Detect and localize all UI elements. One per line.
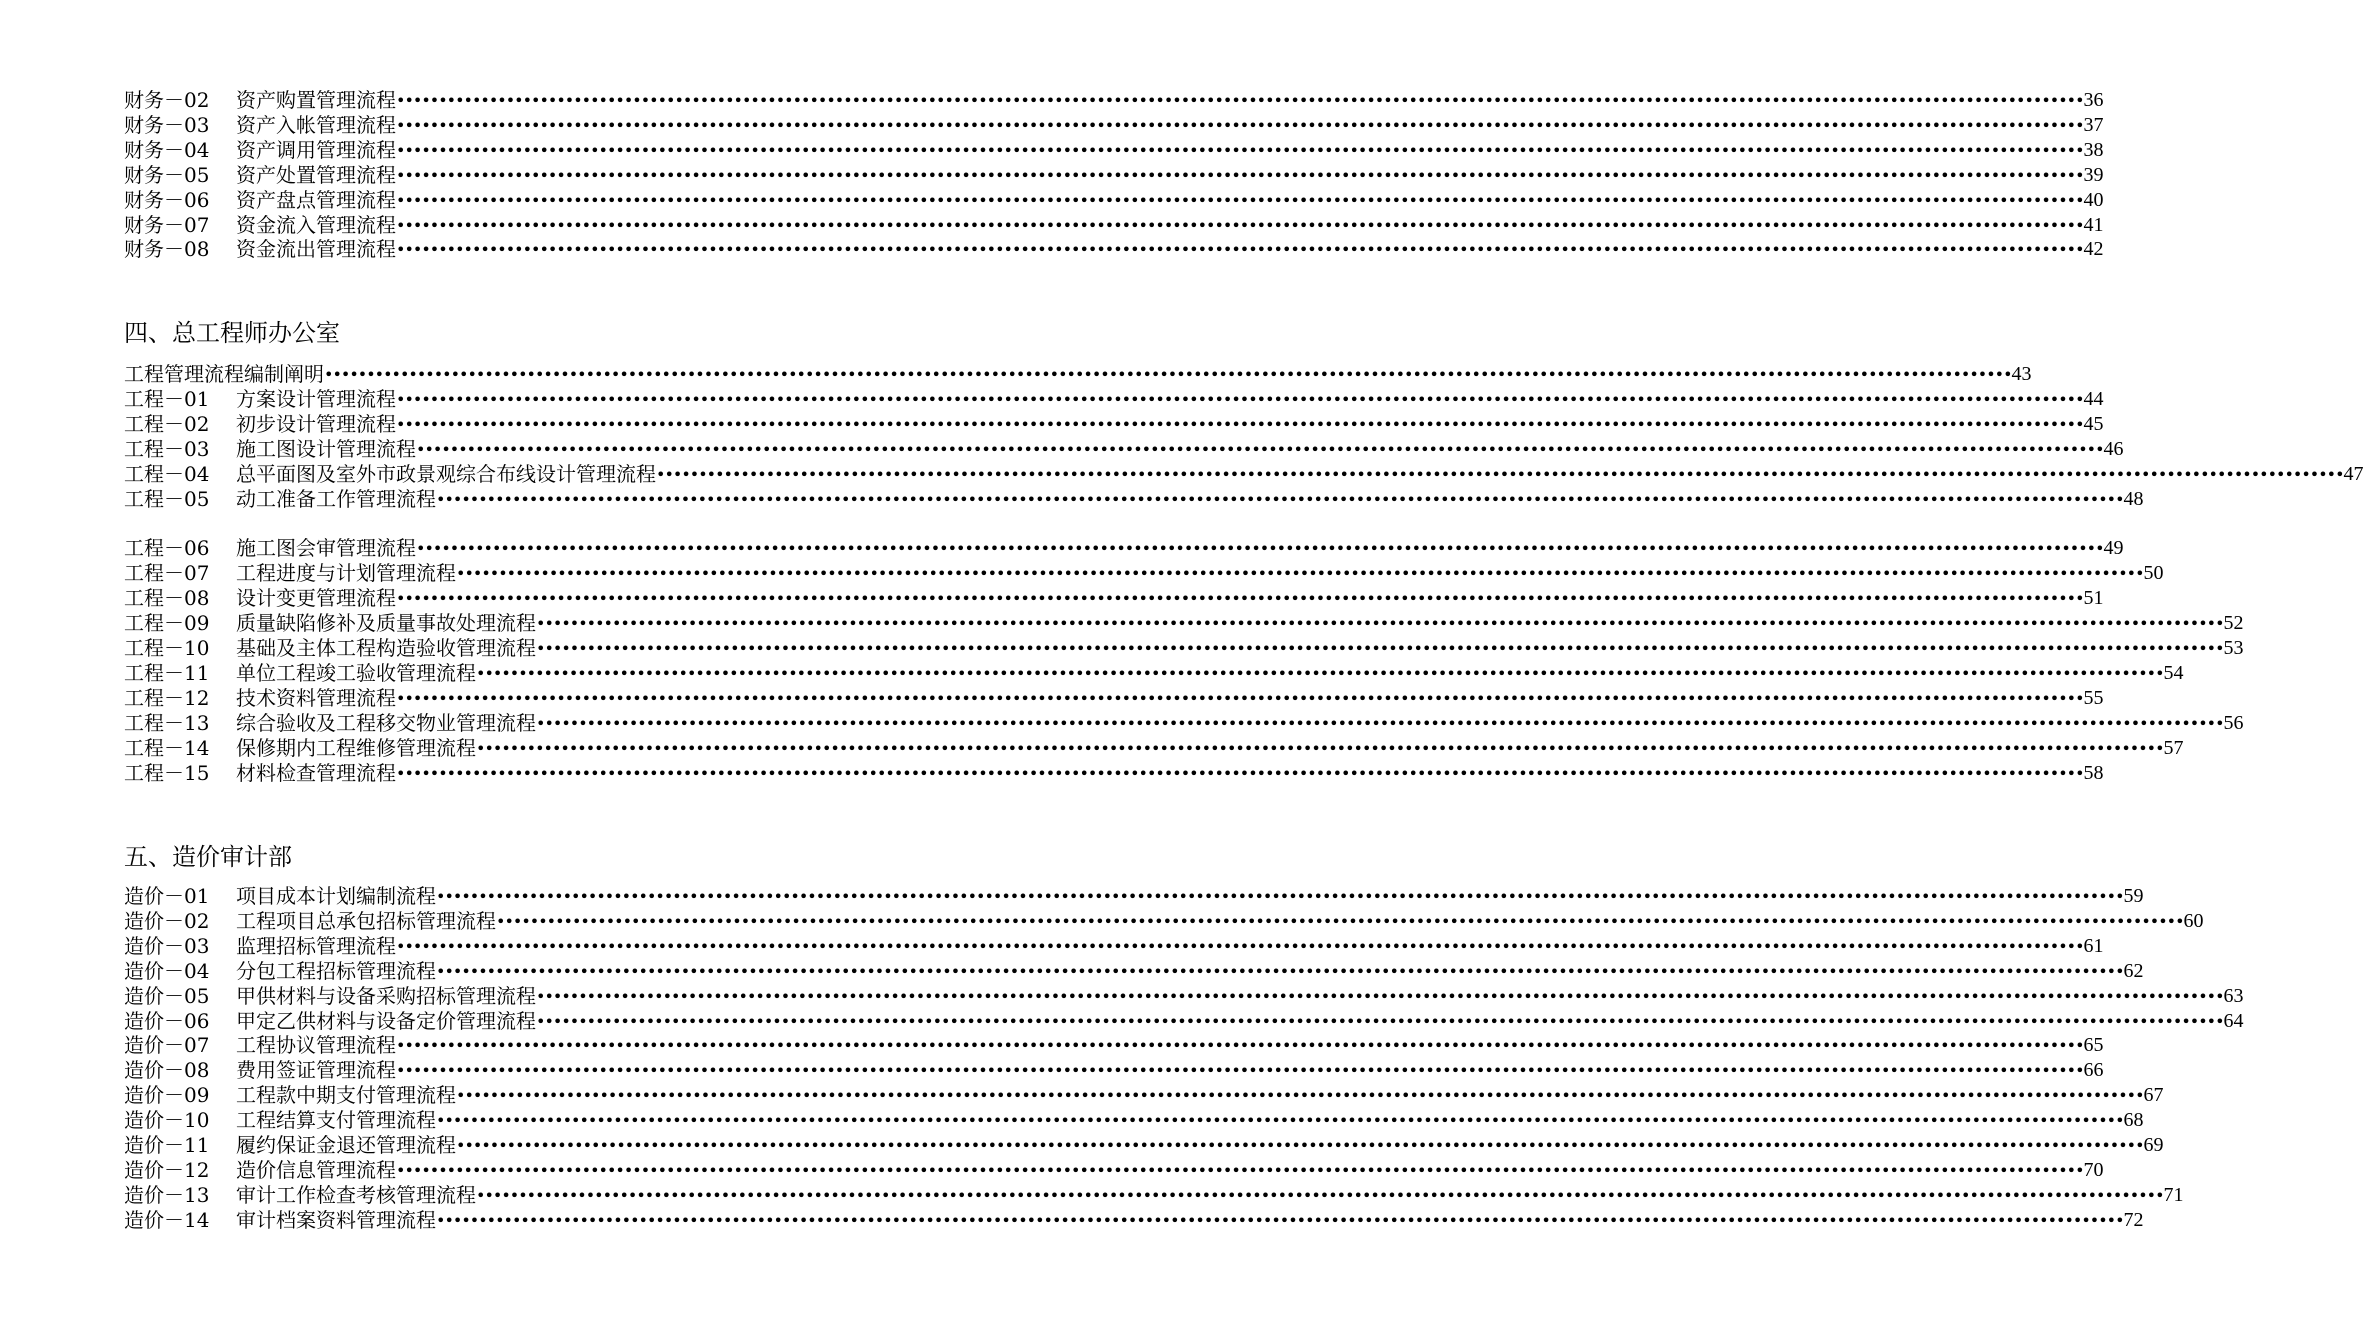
entry-code: 造价－08 xyxy=(124,1058,210,1083)
entry-title: 保修期内工程维修管理流程 xyxy=(236,735,476,760)
entry-page-number: 53 xyxy=(2223,637,2244,659)
entry-title: 甲定乙供材料与设备定价管理流程 xyxy=(236,1008,536,1033)
entry-title: 造价信息管理流程 xyxy=(236,1157,396,1182)
entry-page-number: 52 xyxy=(2223,612,2244,635)
entry-title: 动工准备工作管理流程 xyxy=(236,486,436,511)
entry-page-number: 54 xyxy=(2163,661,2184,684)
entry-code: 财务－02 xyxy=(124,88,210,112)
toc-entry[interactable] xyxy=(124,983,2244,1009)
entry-page-number: 57 xyxy=(2163,736,2184,759)
dot-leader: •••••••••••••••••••••••••••••••••••••••••••••••••••••••••••••••••••••••••••••••••••••••••••••••••••••••••••••••••••••••••••••••••••••••••••••••••••••••••••••••••••••••••••••••••••••••••••••••••••••••• xyxy=(436,887,2124,906)
dot-leader: •••••••••••••••••••••••••••••••••••••••••••••••••••••••••••••••••••••••••••••••••••••••••••••••••••••••••••••••••••••••••••••••••••••••••••••••••••••••••••••••••••••••••••••••••••••••••••••••••••••••• xyxy=(536,639,2224,658)
dot-leader: •••••••••••••••••••••••••••••••••••••••••••••••••••••••••••••••••••••••••••••••••••••••••••••••••••••••••••••••••••••••••••••••••••••••••••••••••••••••••••••••••••••••••••••••••••••••••••••••••••••••• xyxy=(456,1086,2144,1106)
entry-page-number: 61 xyxy=(2083,934,2104,957)
entry-page-number: 70 xyxy=(2083,1158,2104,1181)
toc-entry[interactable] xyxy=(124,411,2104,437)
entry-page-number: 45 xyxy=(2083,412,2104,435)
entry-page-number: 42 xyxy=(2083,238,2104,261)
entry-code: 造价－10 xyxy=(124,1108,210,1133)
entry-code: 造价－02 xyxy=(124,908,210,933)
dot-leader: •••••••••••••••••••••••••••••••••••••••••••••••••••••••••••••••••••••••••••••••••••••••••••••••••••••••••••••••••••••••••••••••••••••••••••••••••••••••••••••••••••••••••••••••••••••••••••••••••••••••• xyxy=(436,1210,2124,1230)
entry-title: 工程款中期支付管理流程 xyxy=(236,1083,456,1108)
toc-entry[interactable] xyxy=(124,611,2244,636)
toc-entry[interactable] xyxy=(124,685,2104,711)
entry-code: 工程－08 xyxy=(124,586,210,611)
toc-entry[interactable] xyxy=(124,88,2104,113)
entry-title: 工程管理流程编制阐明 xyxy=(124,362,324,386)
dot-leader: •••••••••••••••••••••••••••••••••••••••••••••••••••••••••••••••••••••••••••••••••••••••••••••••••••••••••••••••••••••••••••••••••••••••••••••••••••••••••••••••••••••••••••••••••••••••••••••••••••••••• xyxy=(396,389,2084,409)
entry-code: 财务－06 xyxy=(124,187,210,212)
entry-code: 工程－12 xyxy=(124,685,210,710)
entry-title: 资金流出管理流程 xyxy=(236,237,396,262)
entry-title: 施工图会审管理流程 xyxy=(236,536,416,561)
dot-leader: •••••••••••••••••••••••••••••••••••••••••••••••••••••••••••••••••••••••••••••••••••••••••••••••••••••••••••••••••••••••••••••••••••••••••••••••••••••••••••••••••••••••••••••••••••••••••••••••••••••••• xyxy=(436,489,2124,509)
dot-leader: •••••••••••••••••••••••••••••••••••••••••••••••••••••••••••••••••••••••••••••••••••••••••••••••••••••••••••••••••••••••••••••••••••••••••••••••••••••••••••••••••••••••••••••••••••••••••••••••••••••••• xyxy=(416,539,2104,559)
entry-page-number: 47 xyxy=(2343,462,2364,485)
entry-title: 资产购置管理流程 xyxy=(236,88,396,112)
toc-entry[interactable] xyxy=(124,933,2104,959)
entry-code: 造价－12 xyxy=(124,1157,210,1182)
entry-page-number: 72 xyxy=(2123,1208,2144,1231)
entry-title: 工程结算支付管理流程 xyxy=(236,1108,436,1133)
entry-page-number: 60 xyxy=(2183,909,2204,932)
entry-page-number: 65 xyxy=(2083,1034,2104,1057)
entry-title: 总平面图及室外市政景观综合布线设计管理流程 xyxy=(236,461,656,486)
entry-title: 基础及主体工程构造验收管理流程 xyxy=(236,636,536,660)
entry-page-number: 49 xyxy=(2103,537,2124,560)
dot-leader: •••••••••••••••••••••••••••••••••••••••••••••••••••••••••••••••••••••••••••••••••••••••••••••••••••••••••••••••••••••••••••••••••••••••••••••••••••••••••••••••••••••••••••••••••••••••••••••••••••••••• xyxy=(396,414,2084,434)
dot-leader: •••••••••••••••••••••••••••••••••••••••••••••••••••••••••••••••••••••••••••••••••••••••••••••••••••••••••••••••••••••••••••••••••••••••••••••••••••••••••••••••••••••••••••••••••••••••••••••••••••••••• xyxy=(396,589,2084,609)
entry-title: 资产调用管理流程 xyxy=(236,137,396,162)
entry-page-number: 66 xyxy=(2083,1059,2104,1082)
entry-title: 工程进度与计划管理流程 xyxy=(236,561,456,586)
section-heading: 五、造价审计部 xyxy=(124,843,292,871)
entry-code: 工程－06 xyxy=(124,536,210,561)
entry-code: 工程－02 xyxy=(124,411,210,436)
entry-title: 质量缺陷修补及质量事故处理流程 xyxy=(236,611,536,636)
entry-title: 设计变更管理流程 xyxy=(236,586,396,611)
toc-entry[interactable] xyxy=(124,735,2184,761)
toc-entry[interactable] xyxy=(124,212,2104,238)
entry-title: 施工图设计管理流程 xyxy=(236,436,416,461)
entry-page-number: 36 xyxy=(2083,89,2104,111)
toc-entry[interactable] xyxy=(124,908,2204,934)
dot-leader: •••••••••••••••••••••••••••••••••••••••••••••••••••••••••••••••••••••••••••••••••••••••••••••••••••••••••••••••••••••••••••••••••••••••••••••••••••••••••••••••••••••••••••••••••••••••••••••••••••••••• xyxy=(656,464,2344,484)
dot-leader: •••••••••••••••••••••••••••••••••••••••••••••••••••••••••••••••••••••••••••••••••••••••••••••••••••••••••••••••••••••••••••••••••••••••••••••••••••••••••••••••••••••••••••••••••••••••••••••••••••••••• xyxy=(476,1185,2164,1205)
toc-entry[interactable] xyxy=(124,536,2124,561)
toc-entry[interactable] xyxy=(124,760,2104,786)
entry-title: 综合验收及工程移交物业管理流程 xyxy=(236,710,536,735)
toc-entry[interactable] xyxy=(124,1207,2144,1233)
toc-entry[interactable] xyxy=(124,1108,2144,1133)
entry-code: 财务－03 xyxy=(124,112,210,137)
toc-entry[interactable] xyxy=(124,884,2144,909)
entry-title: 资产处置管理流程 xyxy=(236,162,396,187)
entry-page-number: 44 xyxy=(2083,387,2104,410)
toc-entry[interactable] xyxy=(124,1157,2104,1183)
toc-entry[interactable] xyxy=(124,1083,2164,1108)
entry-code: 造价－11 xyxy=(124,1133,210,1157)
entry-code: 工程－05 xyxy=(124,486,210,511)
entry-title: 分包工程招标管理流程 xyxy=(236,958,436,983)
toc-entry[interactable] xyxy=(124,386,2104,412)
dot-leader: •••••••••••••••••••••••••••••••••••••••••••••••••••••••••••••••••••••••••••••••••••••••••••••••••••••••••••••••••••••••••••••••••••••••••••••••••••••••••••••••••••••••••••••••••••••••••••••••••••••••• xyxy=(396,190,2084,210)
entry-code: 造价－09 xyxy=(124,1083,210,1108)
toc-entry[interactable] xyxy=(124,187,2104,213)
entry-page-number: 39 xyxy=(2083,163,2104,186)
entry-title: 资产入帐管理流程 xyxy=(236,112,396,137)
entry-title: 材料检查管理流程 xyxy=(236,760,396,785)
entry-page-number: 62 xyxy=(2123,959,2144,982)
toc-entry[interactable] xyxy=(124,1133,2164,1158)
dot-leader: •••••••••••••••••••••••••••••••••••••••••••••••••••••••••••••••••••••••••••••••••••••••••••••••••••••••••••••••••••••••••••••••••••••••••••••••••••••••••••••••••••••••••••••••••••••••••••••••••••••••• xyxy=(396,91,2084,110)
entry-code: 造价－14 xyxy=(124,1207,210,1232)
entry-code: 造价－01 xyxy=(124,884,210,908)
entry-title: 履约保证金退还管理流程 xyxy=(236,1133,456,1157)
entry-page-number: 46 xyxy=(2103,437,2124,460)
toc-entry[interactable] xyxy=(124,958,2144,984)
entry-title: 工程协议管理流程 xyxy=(236,1033,396,1058)
entry-code: 工程－15 xyxy=(124,760,210,785)
dot-leader: •••••••••••••••••••••••••••••••••••••••••••••••••••••••••••••••••••••••••••••••••••••••••••••••••••••••••••••••••••••••••••••••••••••••••••••••••••••••••••••••••••••••••••••••••••••••••••••••••••••••• xyxy=(324,365,2012,384)
entry-page-number: 56 xyxy=(2223,711,2244,734)
entry-code: 造价－07 xyxy=(124,1033,210,1058)
dot-leader: •••••••••••••••••••••••••••••••••••••••••••••••••••••••••••••••••••••••••••••••••••••••••••••••••••••••••••••••••••••••••••••••••••••••••••••••••••••••••••••••••••••••••••••••••••••••••••••••••••••••• xyxy=(436,961,2124,981)
toc-entry[interactable] xyxy=(124,1182,2184,1208)
entry-code: 工程－11 xyxy=(124,660,210,685)
entry-title: 甲供材料与设备采购招标管理流程 xyxy=(236,983,536,1008)
dot-leader: •••••••••••••••••••••••••••••••••••••••••••••••••••••••••••••••••••••••••••••••••••••••••••••••••••••••••••••••••••••••••••••••••••••••••••••••••••••••••••••••••••••••••••••••••••••••••••••••••••••••• xyxy=(416,439,2104,459)
dot-leader: •••••••••••••••••••••••••••••••••••••••••••••••••••••••••••••••••••••••••••••••••••••••••••••••••••••••••••••••••••••••••••••••••••••••••••••••••••••••••••••••••••••••••••••••••••••••••••••••••••••••• xyxy=(536,713,2224,733)
entry-page-number: 51 xyxy=(2083,587,2104,610)
entry-code: 造价－06 xyxy=(124,1008,210,1033)
entry-title: 技术资料管理流程 xyxy=(236,685,396,710)
dot-leader: •••••••••••••••••••••••••••••••••••••••••••••••••••••••••••••••••••••••••••••••••••••••••••••••••••••••••••••••••••••••••••••••••••••••••••••••••••••••••••••••••••••••••••••••••••••••••••••••••••••••• xyxy=(396,1061,2084,1081)
entry-code: 工程－13 xyxy=(124,710,210,735)
entry-page-number: 40 xyxy=(2083,188,2104,211)
entry-title: 费用签证管理流程 xyxy=(236,1058,396,1083)
dot-leader: •••••••••••••••••••••••••••••••••••••••••••••••••••••••••••••••••••••••••••••••••••••••••••••••••••••••••••••••••••••••••••••••••••••••••••••••••••••••••••••••••••••••••••••••••••••••••••••••••••••••• xyxy=(396,688,2084,708)
toc-entry[interactable] xyxy=(124,137,2104,163)
entry-code: 工程－04 xyxy=(124,461,210,486)
toc-entry[interactable] xyxy=(124,237,2104,262)
entry-code: 造价－04 xyxy=(124,958,210,983)
entry-page-number: 59 xyxy=(2123,885,2144,907)
dot-leader: •••••••••••••••••••••••••••••••••••••••••••••••••••••••••••••••••••••••••••••••••••••••••••••••••••••••••••••••••••••••••••••••••••••••••••••••••••••••••••••••••••••••••••••••••••••••••••••••••••••••• xyxy=(496,911,2184,931)
toc-entry[interactable] xyxy=(124,636,2244,661)
entry-title: 监理招标管理流程 xyxy=(236,933,396,958)
entry-title: 资金流入管理流程 xyxy=(236,212,396,237)
dot-leader: •••••••••••••••••••••••••••••••••••••••••••••••••••••••••••••••••••••••••••••••••••••••••••••••••••••••••••••••••••••••••••••••••••••••••••••••••••••••••••••••••••••••••••••••••••••••••••••••••••••••• xyxy=(396,165,2084,185)
entry-code: 造价－13 xyxy=(124,1182,210,1207)
entry-page-number: 68 xyxy=(2123,1109,2144,1132)
dot-leader: •••••••••••••••••••••••••••••••••••••••••••••••••••••••••••••••••••••••••••••••••••••••••••••••••••••••••••••••••••••••••••••••••••••••••••••••••••••••••••••••••••••••••••••••••••••••••••••••••••••••• xyxy=(396,1036,2084,1056)
entry-page-number: 69 xyxy=(2143,1134,2164,1156)
entry-code: 工程－01 xyxy=(124,386,210,411)
toc-entry[interactable] xyxy=(124,586,2104,611)
dot-leader: •••••••••••••••••••••••••••••••••••••••••••••••••••••••••••••••••••••••••••••••••••••••••••••••••••••••••••••••••••••••••••••••••••••••••••••••••••••••••••••••••••••••••••••••••••••••••••••••••••••••• xyxy=(396,115,2084,135)
entry-page-number: 50 xyxy=(2143,562,2164,585)
entry-code: 工程－07 xyxy=(124,561,210,586)
entry-title: 审计档案资料管理流程 xyxy=(236,1207,436,1232)
entry-code: 工程－14 xyxy=(124,735,210,760)
entry-code: 财务－08 xyxy=(124,237,210,262)
dot-leader: •••••••••••••••••••••••••••••••••••••••••••••••••••••••••••••••••••••••••••••••••••••••••••••••••••••••••••••••••••••••••••••••••••••••••••••••••••••••••••••••••••••••••••••••••••••••••••••••••••••••• xyxy=(396,140,2084,160)
entry-page-number: 63 xyxy=(2223,984,2244,1007)
entry-title: 初步设计管理流程 xyxy=(236,411,396,436)
entry-page-number: 37 xyxy=(2083,113,2104,136)
entry-title: 资产盘点管理流程 xyxy=(236,187,396,212)
toc-entry[interactable] xyxy=(124,112,2104,138)
entry-code: 造价－05 xyxy=(124,983,210,1008)
section-heading: 四、总工程师办公室 xyxy=(124,319,340,347)
dot-leader: •••••••••••••••••••••••••••••••••••••••••••••••••••••••••••••••••••••••••••••••••••••••••••••••••••••••••••••••••••••••••••••••••••••••••••••••••••••••••••••••••••••••••••••••••••••••••••••••••••••••• xyxy=(536,1011,2224,1031)
toc-entry[interactable] xyxy=(124,1033,2104,1058)
dot-leader: •••••••••••••••••••••••••••••••••••••••••••••••••••••••••••••••••••••••••••••••••••••••••••••••••••••••••••••••••••••••••••••••••••••••••••••••••••••••••••••••••••••••••••••••••••••••••••••••••••••••• xyxy=(456,564,2144,584)
toc-entry[interactable] xyxy=(124,710,2244,736)
entry-title: 项目成本计划编制流程 xyxy=(236,884,436,908)
toc-entry[interactable] xyxy=(124,162,2104,188)
entry-page-number: 71 xyxy=(2163,1183,2184,1206)
entry-page-number: 64 xyxy=(2223,1009,2244,1032)
dot-leader: •••••••••••••••••••••••••••••••••••••••••••••••••••••••••••••••••••••••••••••••••••••••••••••••••••••••••••••••••••••••••••••••••••••••••••••••••••••••••••••••••••••••••••••••••••••••••••••••••••••••• xyxy=(396,763,2084,783)
toc-entry[interactable] xyxy=(124,461,2364,487)
dot-leader: •••••••••••••••••••••••••••••••••••••••••••••••••••••••••••••••••••••••••••••••••••••••••••••••••••••••••••••••••••••••••••••••••••••••••••••••••••••••••••••••••••••••••••••••••••••••••••••••••••••••• xyxy=(396,1160,2084,1180)
entry-page-number: 41 xyxy=(2083,213,2104,236)
dot-leader: •••••••••••••••••••••••••••••••••••••••••••••••••••••••••••••••••••••••••••••••••••••••••••••••••••••••••••••••••••••••••••••••••••••••••••••••••••••••••••••••••••••••••••••••••••••••••••••••••••••••• xyxy=(536,986,2224,1006)
dot-leader: •••••••••••••••••••••••••••••••••••••••••••••••••••••••••••••••••••••••••••••••••••••••••••••••••••••••••••••••••••••••••••••••••••••••••••••••••••••••••••••••••••••••••••••••••••••••••••••••••••••••• xyxy=(396,936,2084,956)
dot-leader: •••••••••••••••••••••••••••••••••••••••••••••••••••••••••••••••••••••••••••••••••••••••••••••••••••••••••••••••••••••••••••••••••••••••••••••••••••••••••••••••••••••••••••••••••••••••••••••••••••••••• xyxy=(396,215,2084,235)
toc-entry[interactable] xyxy=(124,362,2032,387)
entry-page-number: 67 xyxy=(2143,1084,2164,1107)
entry-page-number: 38 xyxy=(2083,138,2104,161)
toc-entry[interactable] xyxy=(124,436,2124,462)
entry-code: 财务－05 xyxy=(124,162,210,187)
entry-title: 单位工程竣工验收管理流程 xyxy=(236,660,476,685)
dot-leader: •••••••••••••••••••••••••••••••••••••••••••••••••••••••••••••••••••••••••••••••••••••••••••••••••••••••••••••••••••••••••••••••••••••••••••••••••••••••••••••••••••••••••••••••••••••••••••••••••••••••• xyxy=(436,1111,2124,1131)
entry-title: 审计工作检查考核管理流程 xyxy=(236,1182,476,1207)
entry-code: 财务－04 xyxy=(124,137,210,162)
dot-leader: •••••••••••••••••••••••••••••••••••••••••••••••••••••••••••••••••••••••••••••••••••••••••••••••••••••••••••••••••••••••••••••••••••••••••••••••••••••••••••••••••••••••••••••••••••••••••••••••••••••••• xyxy=(476,738,2164,758)
entry-page-number: 48 xyxy=(2123,487,2144,510)
entry-page-number: 43 xyxy=(2011,363,2032,385)
toc-entry[interactable] xyxy=(124,660,2184,686)
entry-title: 工程项目总承包招标管理流程 xyxy=(236,908,496,933)
dot-leader: •••••••••••••••••••••••••••••••••••••••••••••••••••••••••••••••••••••••••••••••••••••••••••••••••••••••••••••••••••••••••••••••••••••••••••••••••••••••••••••••••••••••••••••••••••••••••••••••••••••••• xyxy=(456,1136,2144,1155)
entry-title: 方案设计管理流程 xyxy=(236,386,396,411)
entry-page-number: 55 xyxy=(2083,686,2104,709)
dot-leader: •••••••••••••••••••••••••••••••••••••••••••••••••••••••••••••••••••••••••••••••••••••••••••••••••••••••••••••••••••••••••••••••••••••••••••••••••••••••••••••••••••••••••••••••••••••••••••••••••••••••• xyxy=(396,240,2084,260)
dot-leader: •••••••••••••••••••••••••••••••••••••••••••••••••••••••••••••••••••••••••••••••••••••••••••••••••••••••••••••••••••••••••••••••••••••••••••••••••••••••••••••••••••••••••••••••••••••••••••••••••••••••• xyxy=(536,614,2224,634)
entry-code: 财务－07 xyxy=(124,212,210,237)
toc-entry[interactable] xyxy=(124,1008,2244,1034)
toc-entry[interactable] xyxy=(124,486,2144,512)
entry-code: 工程－03 xyxy=(124,436,210,461)
dot-leader: •••••••••••••••••••••••••••••••••••••••••••••••••••••••••••••••••••••••••••••••••••••••••••••••••••••••••••••••••••••••••••••••••••••••••••••••••••••••••••••••••••••••••••••••••••••••••••••••••••••••• xyxy=(476,663,2164,683)
toc-entry[interactable] xyxy=(124,561,2164,586)
toc-entry[interactable] xyxy=(124,1058,2104,1083)
entry-code: 工程－10 xyxy=(124,636,210,660)
entry-code: 造价－03 xyxy=(124,933,210,958)
entry-code: 工程－09 xyxy=(124,611,210,636)
entry-page-number: 58 xyxy=(2083,761,2104,784)
